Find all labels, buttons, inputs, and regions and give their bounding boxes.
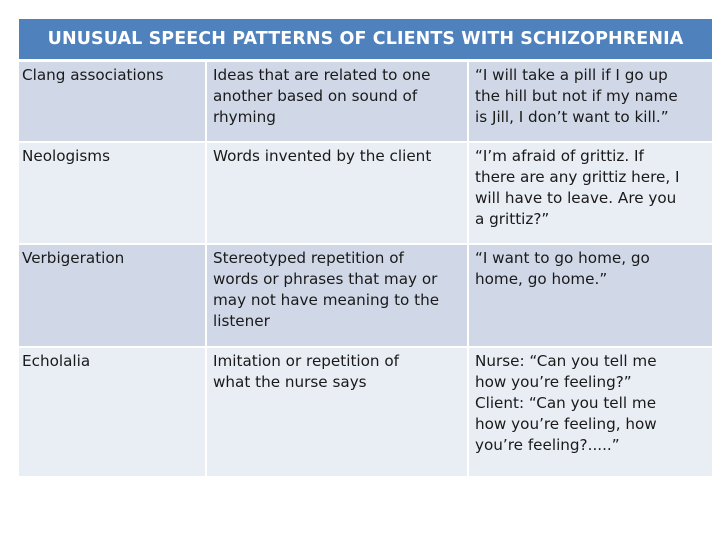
example-line: home, go home.” [475,269,608,288]
example-line: “I will take a pill if I go up [475,66,668,84]
table-row [19,142,712,244]
term-cell: Echolalia [19,347,206,477]
example-line: the hill but not if my name [475,87,678,105]
example-cell [468,244,712,347]
definition-cell [206,61,468,142]
definition-line: Words invented by the client [213,146,432,165]
definition-line: listener [213,311,270,330]
definition-line: what the nurse says [213,372,367,391]
definition-line: Imitation or repetition of [213,351,400,370]
example-cell [468,61,712,142]
definition-line: Ideas that are related to one [213,66,431,84]
table-title: UNUSUAL SPEECH PATTERNS OF CLIENTS WITH SCHIZOPHRENIA [19,19,712,61]
example-line: “I’m afraid of grittiz. If [475,146,644,165]
example-line: Nurse: “Can you tell me [475,351,657,370]
definition-cell [206,244,468,347]
term-cell: Clang associations [19,61,206,142]
table-row [19,244,712,347]
speech-patterns-table [19,19,712,478]
example-cell [468,142,712,244]
definition-cell [206,142,468,244]
table-row [19,61,712,142]
example-line: will have to leave. Are you [475,188,677,207]
speech-patterns-table-container [19,19,712,478]
example-line: how you’re feeling, how [475,414,657,433]
definition-line: may not have meaning to the [213,290,440,309]
example-line: is Jill, I don’t want to kill.” [475,108,669,126]
table-row [19,347,712,477]
example-line: a grittiz?” [475,209,550,228]
definition-line: Stereotyped repetition of [213,248,404,267]
example-line: “I want to go home, go [475,248,650,267]
definition-line: words or phrases that may or [213,269,438,288]
table-header-row [19,19,712,61]
definition-line: another based on sound of [213,87,418,105]
term-cell: Verbigeration [19,244,206,347]
example-line: Client: “Can you tell me [475,393,657,412]
example-line: how you’re feeling?” [475,372,632,391]
term-cell: Neologisms [19,142,206,244]
example-cell [468,347,712,477]
definition-cell [206,347,468,477]
example-line: there are any grittiz here, I [475,167,680,186]
definition-line: rhyming [213,108,276,126]
example-line: you’re feeling?.....” [475,435,620,454]
